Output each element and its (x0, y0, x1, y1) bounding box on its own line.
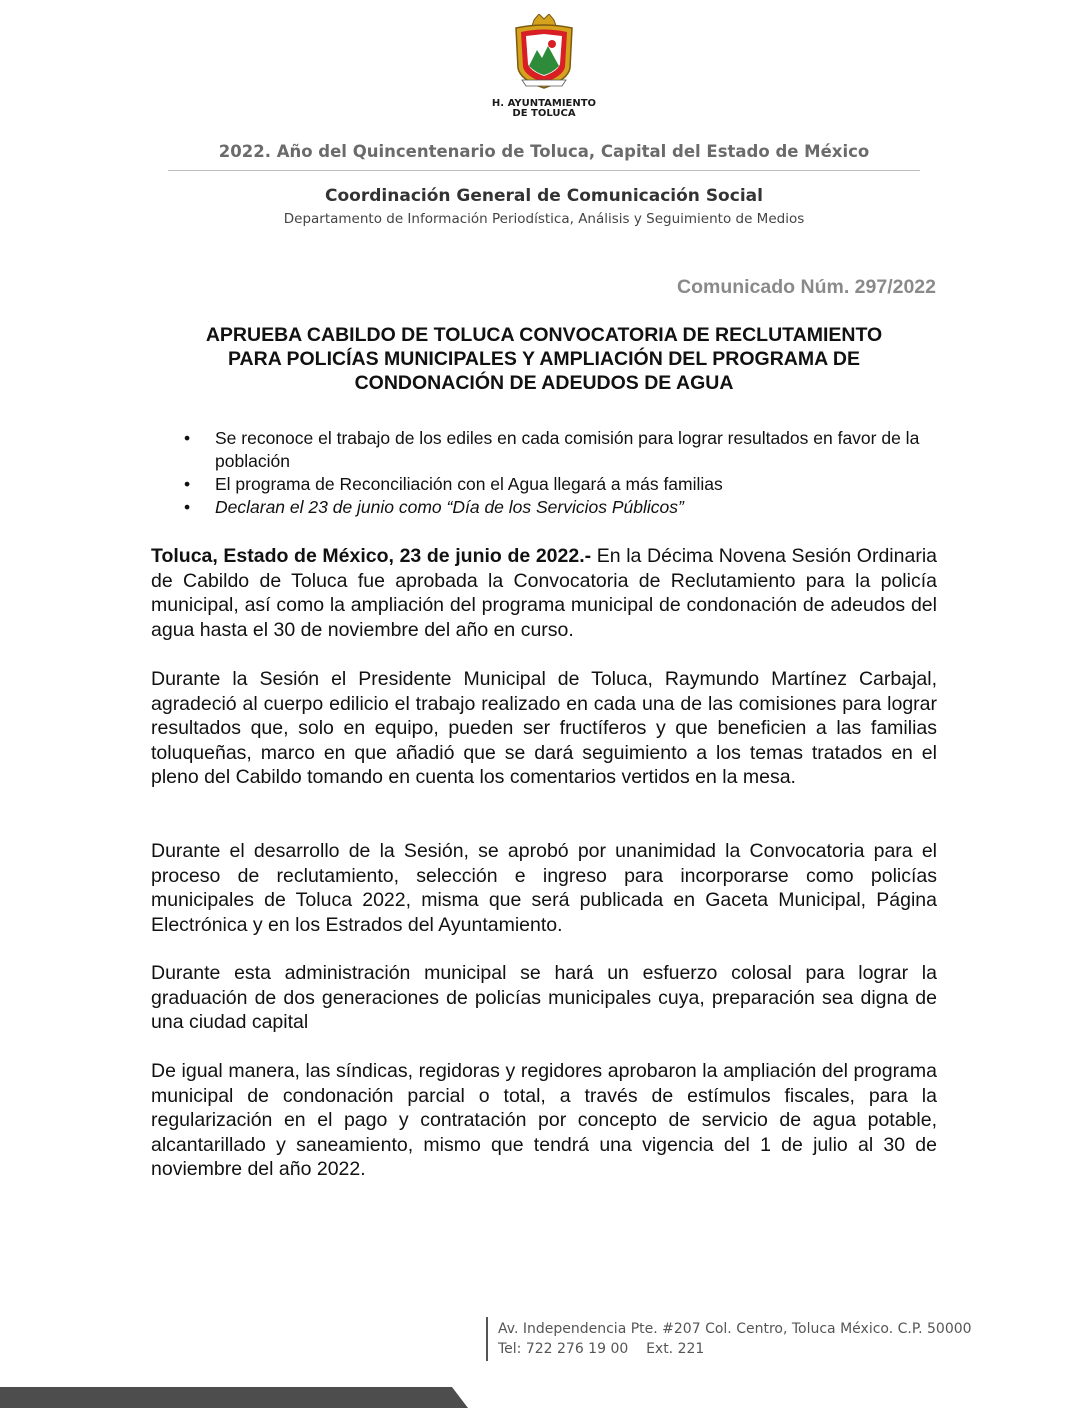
header-divider (168, 170, 920, 171)
coordination-title: Coordinación General de Comunicación Social (325, 186, 763, 206)
logo-text-line2: DE TOLUCA (512, 108, 576, 119)
paragraph-text: En la Décima Novena Sesión Ordinaria de Cabildo de Toluca fue aprobada la Convocatoria de Reclutamiento para la policía municipal, así como la ampliación del programa municipal de condonación de adeudos del agua hasta el 30 de noviembre del año en curso. (151, 545, 937, 641)
footer-phone: Tel: 722 276 19 00 Ext. 221 (498, 1341, 705, 1357)
footer-divider (486, 1317, 488, 1361)
comunicado-number: Comunicado Núm. 297/2022 (676, 276, 936, 298)
logo-text-line1: H. AYUNTAMIENTO (491, 98, 597, 109)
body-paragraph-5: De igual manera, las síndicas, regidoras y regidores aprobaron la ampliación del programa municipal de condonación parcial o total, a través de estímulos fiscales, para la regularización en el pago y contratación por concepto de servicio de agua potable, alcantarillado y saneamiento, mismo que tendrá una vigencia del 1 de julio al 30 de noviembre del año 2022. (151, 1060, 937, 1180)
body-paragraph-4: Durante esta administración municipal se hará un esfuerzo colosal para lograr la graduación de dos generaciones de policías municipales cuya, preparación sea digna de una ciudad capital (151, 962, 937, 1033)
dateline: Toluca, Estado de México, 23 de junio de 2022.- (151, 545, 592, 567)
bullet-item: • Declaran el 23 de junio como “Día de los Servicios Públicos” (184, 496, 924, 519)
shield-icon (512, 14, 576, 92)
headline-line: APRUEBA CABILDO DE TOLUCA CONVOCATORIA DE RECLUTAMIENTO (205, 324, 883, 346)
toluca-coat-of-arms-logo (488, 14, 600, 124)
body-paragraph-2: Durante la Sesión el Presidente Municipal de Toluca, Raymundo Martínez Carbajal, agradeció al cuerpo edilicio el trabajo realizado en cada una de las comisiones para lograr resultados que, solo en equipo, pueden ser fructíferos y que beneficien a las familias toluqueñas, marco en que añadió que se dará seguimiento a los temas tratados en el pleno del Cabildo tomando en cuenta los comentarios vertidos en la mesa. (151, 668, 937, 788)
body-paragraph-1 (151, 544, 937, 642)
department-subtitle: Departamento de Información Periodística, Análisis y Seguimiento de Medios (283, 211, 805, 227)
footer-decorative-stripe (0, 1387, 468, 1408)
headline-line: PARA POLICÍAS MUNICIPALES Y AMPLIACIÓN DEL PROGRAMA DE (228, 348, 860, 370)
year-motto: 2022. Año del Quincentenario de Toluca, Capital del Estado de México (218, 142, 870, 161)
headline-line: CONDONACIÓN DE ADEUDOS DE AGUA (354, 372, 734, 394)
press-release-headline (150, 323, 938, 395)
summary-bullet-list (184, 427, 924, 519)
footer-address: Av. Independencia Pte. #207 Col. Centro, Toluca México. C.P. 50000 (498, 1321, 972, 1337)
bullet-item: • El programa de Reconciliación con el Agua llegará a más familias (184, 473, 924, 496)
bullet-item: • Se reconoce el trabajo de los ediles en cada comisión para lograr resultados en favor de la población (184, 427, 924, 473)
body-paragraph-3: Durante el desarrollo de la Sesión, se aprobó por unanimidad la Convocatoria para el proceso de reclutamiento, selección e ingreso para incorporarse como policías municipales de Toluca 2022, misma que será publicada en Gaceta Municipal, Página Electrónica y en los Estrados del Ayuntamiento. (151, 840, 937, 936)
